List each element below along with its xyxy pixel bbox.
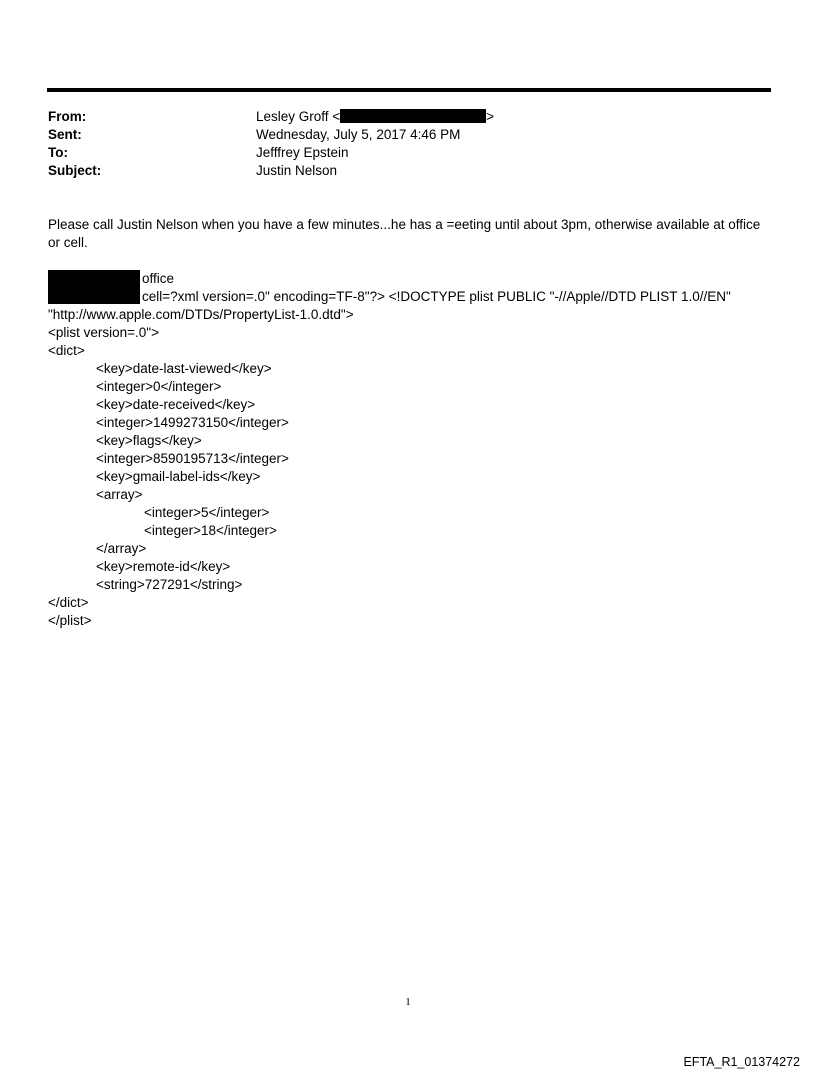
plist-line: <key>date-last-viewed</key>: [96, 361, 272, 376]
plist-line: <string>727291</string>: [96, 577, 243, 592]
plist-line: <key>remote-id</key>: [96, 559, 231, 574]
to-row: [48, 144, 768, 162]
plist-block: [48, 306, 788, 630]
plist-line: </plist>: [48, 613, 92, 628]
from-label: From:: [48, 109, 87, 124]
plist-line: <integer>8590195713</integer>: [96, 451, 289, 466]
office-label: office: [142, 271, 175, 286]
from-value: [256, 108, 494, 126]
redaction-box: [48, 270, 140, 304]
bates-number: EFTA_R1_01374272: [683, 1055, 800, 1069]
plist-line: <integer>5</integer>: [144, 505, 270, 520]
email-header: [48, 108, 768, 180]
from-suffix: >: [486, 109, 495, 124]
plist-line: </array>: [96, 541, 147, 556]
plist-line: <integer>18</integer>: [144, 523, 277, 538]
plist-line: <key>flags</key>: [96, 433, 202, 448]
sent-label: Sent:: [48, 127, 82, 142]
plist-line: <integer>1499273150</integer>: [96, 415, 289, 430]
header-rule: [47, 88, 771, 92]
subject-row: [48, 162, 768, 180]
page-number: 1: [405, 996, 411, 1008]
subject-value: Justin Nelson: [256, 163, 338, 178]
to-label: To:: [48, 145, 68, 160]
sent-value: Wednesday, July 5, 2017 4:46 PM: [256, 127, 461, 142]
plist-line: <key>gmail-label-ids</key>: [96, 469, 261, 484]
plist-line: "http://www.apple.com/DTDs/PropertyList-1.0.dtd">: [48, 307, 354, 322]
plist-line: <array>: [96, 487, 143, 502]
subject-label: Subject:: [48, 163, 102, 178]
sent-row: [48, 126, 768, 144]
plist-line: </dict>: [48, 595, 89, 610]
plist-line: <plist version=.0">: [48, 325, 159, 340]
to-value: Jefffrey Epstein: [256, 145, 349, 160]
from-name: Lesley Groff <: [256, 109, 341, 124]
from-row: [48, 108, 768, 126]
plist-line: <key>date-received</key>: [96, 397, 256, 412]
plist-line: <dict>: [48, 343, 85, 358]
message-body: Please call Justin Nelson when you have a few minutes...he has a =eeting until about 3pm, otherwise available at office or cell.: [48, 217, 761, 250]
cell-line: cell=?xml version=.0" encoding=TF-8"?> <!DOCTYPE plist PUBLIC "-//Apple//DTD PLIST 1.0//EN": [142, 289, 731, 304]
redaction-box: [340, 109, 486, 123]
plist-line: <integer>0</integer>: [96, 379, 222, 394]
